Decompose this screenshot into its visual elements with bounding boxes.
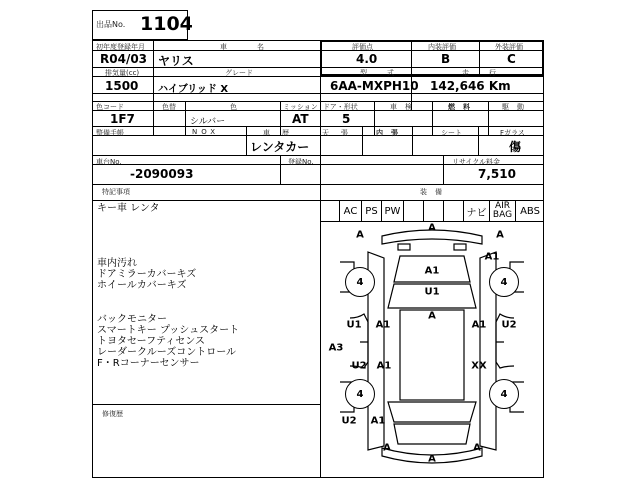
chassis-value: -2090093	[130, 167, 194, 181]
history-value: レンタカー	[250, 140, 310, 154]
notes-line-5: バックモニター	[97, 314, 167, 325]
equip-pw: PW	[382, 200, 404, 222]
inspection-label: 車検	[390, 103, 420, 111]
mark-left-door-a: A1	[375, 319, 391, 331]
equip-blank-4	[444, 200, 464, 222]
notes-line-7: トヨタセーフティセンス	[97, 336, 205, 347]
equip-abs: ABS	[520, 205, 540, 217]
mark-front-top: A	[428, 222, 436, 234]
exterior-label: 外装評価	[495, 43, 523, 51]
first-reg-label: 初年度登録年月	[96, 43, 145, 51]
tire-rear-right: 4	[489, 379, 519, 409]
lot-label: 出品No.	[96, 20, 126, 29]
equipment-label: 装備	[420, 188, 450, 196]
grade-value: ハイブリッド X	[158, 84, 229, 95]
drive-label: 駆動	[502, 103, 532, 111]
tire-front-left: 4	[345, 267, 375, 297]
car-name-value: ヤリス	[158, 54, 194, 68]
score-label: 評価点	[352, 43, 373, 51]
tire-front-right: 4	[489, 267, 519, 297]
notes-line-6: スマートキー プッシュスタート	[97, 325, 240, 336]
notes-line-3: ドアミラーカバーキズ	[97, 269, 197, 280]
repair-label: 修復歴	[102, 410, 123, 418]
notes-line-9: F・Rコーナーセンサー	[97, 358, 200, 369]
sunroof-label: 天張	[322, 129, 360, 137]
nox-label: NOX	[192, 128, 220, 136]
mark-rear-left-a: A1	[370, 415, 386, 427]
glass-label: Fガラス	[500, 129, 525, 137]
manual-label: 整備手帳	[96, 129, 124, 137]
equip-ac: AC	[340, 200, 362, 222]
mark-rear-bottom-left: A	[383, 442, 391, 454]
notes-line-2: 車内汚れ	[97, 258, 137, 269]
mark-front-right-fender: A1	[484, 251, 500, 263]
color-code-value: 1F7	[110, 112, 135, 126]
mileage-value: 142,646 Km	[430, 79, 511, 93]
mission-value: AT	[292, 112, 309, 126]
equip-navi: ナビ	[464, 200, 490, 222]
mark-left-door-u: U1	[346, 319, 362, 331]
doors-label: ドア・形状	[323, 103, 358, 111]
mark-hood: A1	[424, 265, 440, 277]
glass-value: 傷	[509, 140, 522, 154]
notes-line-1: キー車 レンタ	[97, 203, 160, 214]
mission-label: ミッション	[283, 103, 318, 111]
mark-right-rear: XX	[471, 360, 487, 372]
notes-line-8: レーダークルーズコントロール	[97, 347, 236, 358]
model-value: 6AA-MXPH10	[330, 79, 419, 93]
notes-line-4: ホイールカバーキズ	[97, 280, 187, 291]
mark-front-right: A	[496, 229, 504, 241]
mark-right-door-a: A1	[471, 319, 487, 331]
lot-number: 1104	[140, 13, 193, 35]
score-value: 4.0	[356, 52, 378, 66]
equip-ps: PS	[362, 200, 382, 222]
mark-right-door-u: U2	[501, 319, 517, 331]
car-diagram	[320, 222, 544, 478]
first-reg-value: R04/03	[100, 52, 148, 66]
mark-mid: A	[428, 310, 436, 322]
grade-label: グレード	[225, 69, 253, 77]
displacement-value: 1500	[105, 79, 139, 93]
tire-rear-left: 4	[345, 379, 375, 409]
mark-roof: U1	[424, 286, 440, 298]
mark-front-left: A	[356, 229, 364, 241]
equip-airbag: AIR BAG	[490, 200, 516, 222]
mark-left-rear-door: U2	[351, 360, 367, 372]
notes-label: 特記事項	[102, 188, 130, 196]
mark-left-side: A3	[328, 342, 344, 354]
interior-value: B	[441, 52, 451, 66]
car-name-label: 車名	[220, 43, 294, 51]
color-value: シルバー	[190, 117, 226, 127]
equip-blank-1	[320, 200, 340, 222]
mark-rear-bottom-right: A	[473, 442, 481, 454]
doors-value: 5	[342, 112, 351, 126]
recycle-label: リサイクル料金	[452, 158, 501, 166]
color-type-label: 色替	[162, 103, 176, 111]
chassis-label: 車台No.	[96, 158, 122, 166]
history-label: 車歴	[263, 129, 301, 137]
reg-label: 登録No.	[288, 158, 314, 166]
equip-blank-2	[404, 200, 424, 222]
seat-label: シート	[441, 129, 462, 137]
exterior-value: C	[507, 52, 516, 66]
mark-left-rear-a: A1	[376, 360, 392, 372]
interior-label: 内装評価	[428, 43, 456, 51]
model-label: 型式	[360, 69, 414, 77]
mileage-label: 走行	[462, 69, 516, 77]
color-label: 色	[230, 103, 237, 111]
fuel-label: 燃料	[448, 103, 478, 111]
interior-roof-label: 内張	[376, 129, 406, 137]
recycle-value: 7,510	[478, 167, 516, 181]
mark-rear-left-u: U2	[341, 415, 357, 427]
displacement-label: 排気量(cc)	[105, 69, 140, 77]
equip-blank-3	[424, 200, 444, 222]
mark-rear-bottom: A	[428, 453, 436, 465]
color-code-label: 色コード	[96, 103, 124, 111]
